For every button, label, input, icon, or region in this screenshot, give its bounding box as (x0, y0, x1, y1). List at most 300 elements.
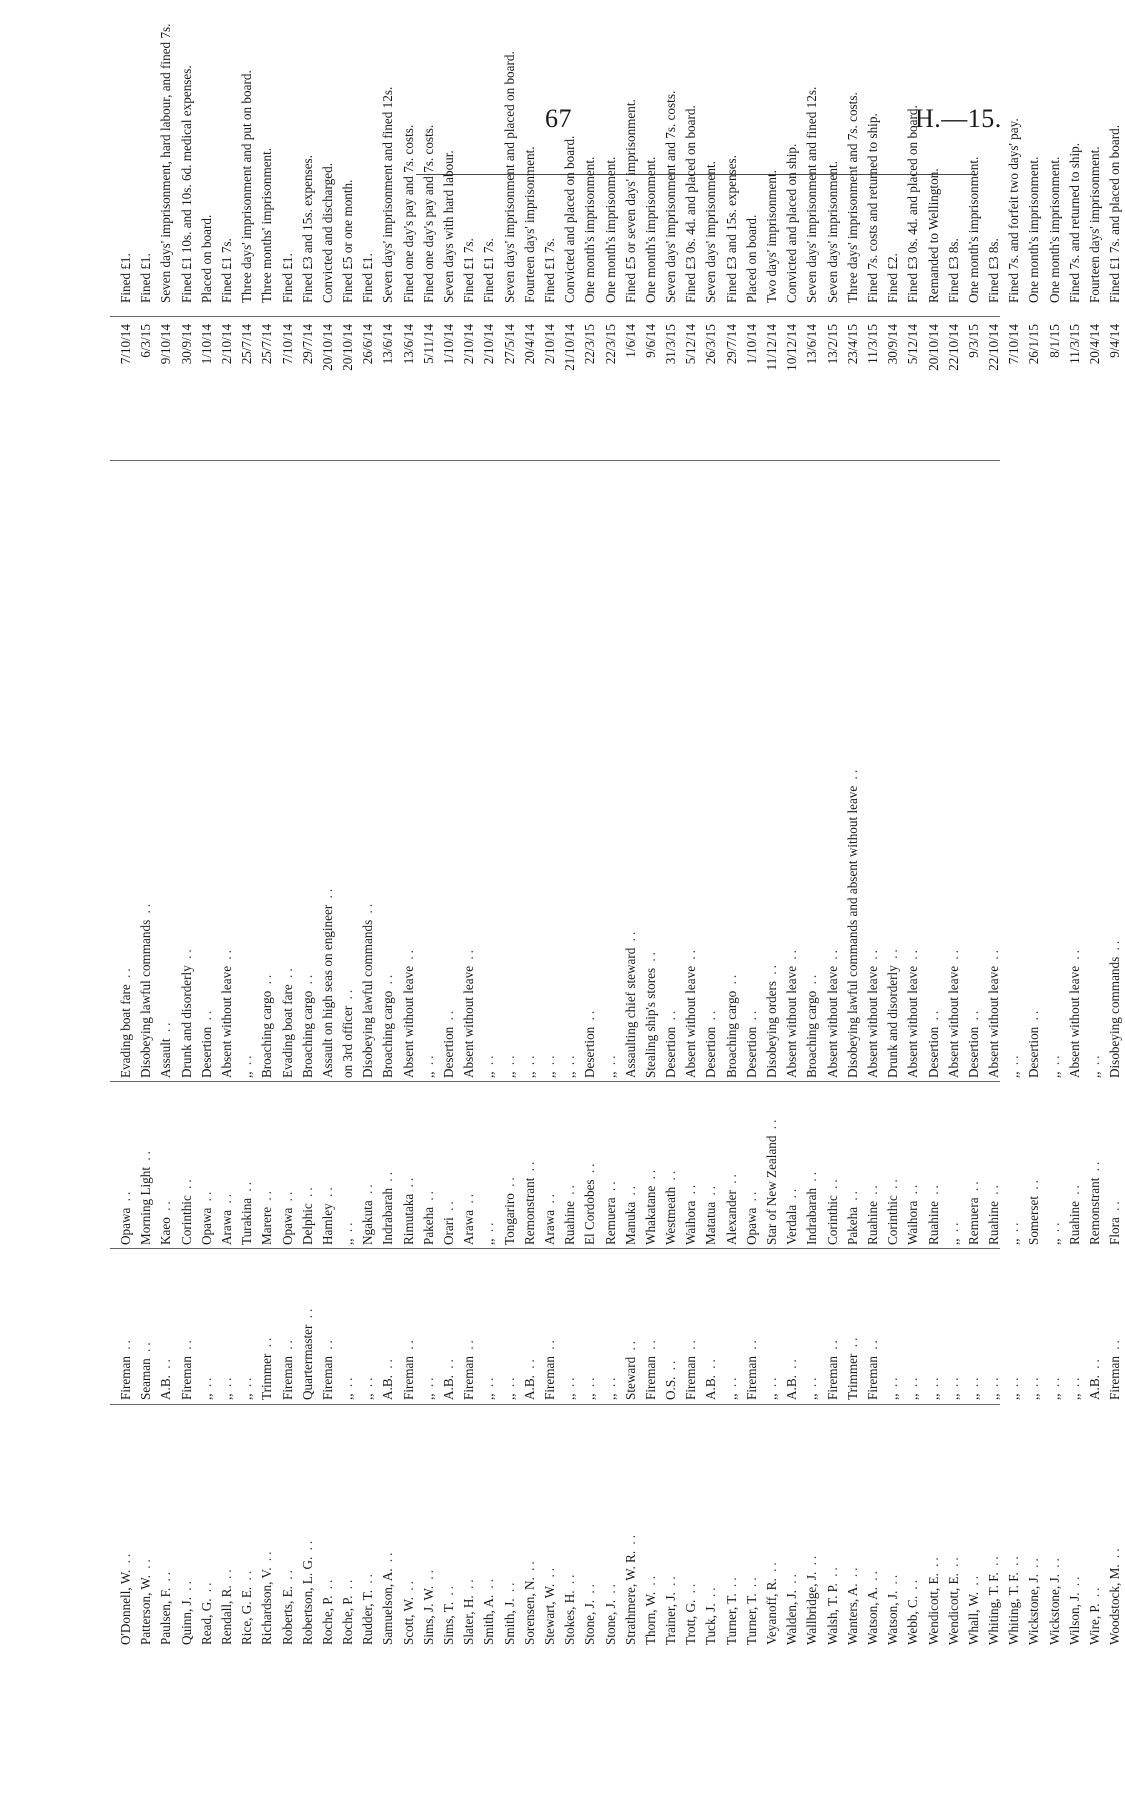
cell-rating: ,, .. (582, 1374, 598, 1400)
leader-dots: .. (118, 1337, 133, 1357)
cell-name: Stone, J. .. (602, 1581, 618, 1645)
cell-outcome: Fined £1 7s. (461, 238, 477, 303)
leader-dots: .. (1006, 1219, 1022, 1239)
cell-offence: Absent without leave .. (461, 947, 477, 1078)
leader-dots: .. (299, 1184, 315, 1204)
cell-date: 26/6/14 (360, 324, 376, 365)
cell-rating: ,, .. (905, 1374, 921, 1400)
leader-dots: .. (804, 971, 820, 991)
leader-dots: .. (784, 1185, 800, 1205)
cell-offence: Evading boat fare .. (279, 965, 295, 1078)
leader-dots: .. (461, 1337, 477, 1357)
leader-dots: .. (844, 1564, 860, 1584)
cell-ship: Arawa .. (541, 1190, 557, 1245)
cell-ship: Indrabarah .. (804, 1169, 820, 1245)
leader-dots: .. (239, 1052, 255, 1072)
leader-dots: .. (481, 1374, 497, 1394)
leader-dots: .. (824, 1337, 840, 1357)
leader-dots: .. (602, 1581, 618, 1600)
cell-rating: ,, .. (885, 1374, 901, 1400)
cell-ship: Hamley .. (319, 1184, 335, 1245)
cell-ship: ,, .. (481, 1219, 497, 1245)
cell-offence: Disobeying lawful commands and absent without leave .. (844, 766, 860, 1078)
cell-outcome: Convicted and placed on board. (562, 135, 578, 303)
cell-outcome: Fourteen days' imprisonment. (521, 146, 537, 303)
leader-dots: .. (420, 1188, 436, 1207)
cell-name: Webb, C. .. (905, 1576, 921, 1645)
leader-dots: .. (743, 1337, 759, 1357)
cell-offence: Drunk and disorderly .. (885, 946, 901, 1078)
leader-dots: .. (461, 1576, 477, 1596)
leader-dots: .. (138, 1556, 154, 1576)
leader-dots: .. (1107, 1545, 1123, 1565)
cell-outcome: Fined 7s. and returned to ship. (1066, 142, 1082, 303)
cell-outcome: One month's imprisonment. (1026, 156, 1042, 303)
leader-dots: .. (905, 1181, 921, 1201)
cell-rating: A.B. .. (158, 1356, 174, 1400)
cell-name: Walsh, T. P. .. (824, 1564, 840, 1645)
leader-dots: .. (521, 1356, 537, 1376)
cell-offence: ,, .. (1006, 1052, 1022, 1078)
cell-outcome: One month's imprisonment. (642, 156, 658, 303)
leader-dots: .. (764, 1116, 779, 1136)
cell-date: 20/4/14 (1087, 324, 1102, 365)
cell-date: 13/6/14 (804, 324, 820, 365)
cell-rating: Fireman .. (642, 1337, 658, 1400)
leader-dots: .. (319, 1184, 335, 1204)
cell-name: Woodstock, M. .. (1107, 1545, 1123, 1645)
leader-dots: .. (784, 1571, 800, 1591)
cell-offence: Absent without leave .. (824, 947, 840, 1078)
table-row (1045, 156, 1065, 1645)
cell-name: Smith, A. .. (481, 1575, 497, 1645)
leader-dots: .. (824, 947, 840, 966)
cell-rating: Fireman .. (461, 1337, 477, 1400)
cell-outcome: Fined £3 and 15s. expenses. (299, 155, 315, 303)
cell-ship: ,, .. (340, 1219, 356, 1245)
leader-dots: .. (1066, 1573, 1082, 1593)
table-row (883, 165, 903, 1645)
table-row (136, 165, 156, 1645)
leader-dots: .. (400, 1578, 416, 1597)
cell-rating: Fireman .. (683, 1337, 699, 1400)
leader-dots: .. (864, 1568, 880, 1588)
cell-outcome: Fined 7s. and forfeit two days' pay. (1006, 118, 1022, 303)
table-row (701, 161, 721, 1645)
cell-name: Robertson, L. G. .. (299, 1537, 315, 1645)
leader-dots: .. (259, 1334, 275, 1354)
table-row (278, 165, 298, 1645)
leader-dots: .. (1087, 1052, 1102, 1072)
table-row (843, 92, 863, 1645)
cell-outcome: Seven days' imprisonment and placed on board. (501, 51, 517, 303)
leader-dots: .. (663, 1167, 679, 1187)
cell-ship: Ruahine .. (1066, 1182, 1082, 1245)
cell-offence: on 3rd officer .. (340, 986, 356, 1078)
cell-name: Paulsen, F. .. (158, 1568, 174, 1645)
leader-dots: .. (562, 1182, 578, 1202)
cell-outcome: Fined one day's pay and 7s. costs. (400, 124, 416, 303)
table-row (681, 105, 701, 1645)
table-row (641, 156, 661, 1645)
table-row (338, 165, 358, 1645)
cell-ship: Alexander .. (723, 1171, 739, 1245)
cell-name: Roche, P. .. (319, 1576, 335, 1645)
leader-dots: .. (622, 1531, 638, 1551)
table-row (500, 51, 520, 1645)
leader-dots: .. (420, 1567, 436, 1586)
leader-dots: .. (259, 971, 275, 991)
cell-date: 5/12/14 (683, 324, 699, 365)
cell-ship: Ruahine .. (562, 1182, 578, 1245)
cell-rating: ,, .. (562, 1374, 578, 1400)
cell-ship: Verdala .. (784, 1185, 800, 1245)
leader-dots: .. (380, 1356, 396, 1376)
cell-rating: Quartermaster .. (299, 1305, 315, 1400)
table-row (742, 165, 762, 1645)
cell-offence: Desertion .. (965, 1007, 981, 1078)
leader-dots: .. (279, 1337, 295, 1357)
cell-rating: ,, .. (218, 1374, 234, 1400)
cell-date: 2/10/14 (481, 324, 497, 365)
cell-offence: Stealing ship's stores .. (642, 949, 658, 1078)
cell-rating: Fireman .. (118, 1337, 133, 1400)
table-row (358, 165, 378, 1645)
table-row (257, 147, 277, 1645)
leader-dots: .. (481, 1219, 497, 1239)
cell-date: 9/10/14 (158, 324, 174, 365)
table-row (560, 135, 580, 1645)
cell-date: 6/3/15 (138, 324, 154, 358)
cell-rating: ,, .. (1006, 1374, 1022, 1400)
leader-dots: .. (764, 1374, 779, 1394)
cell-outcome: Three months' imprisonment. (259, 147, 275, 303)
cell-outcome: Fined £3 and 15s. expenses. (723, 155, 739, 303)
leader-dots: .. (642, 949, 658, 968)
leader-dots: .. (501, 1374, 517, 1394)
cell-date: 20/10/14 (319, 324, 335, 371)
cell-offence: Disobeying lawful commands .. (138, 900, 154, 1078)
cell-offence: Drunk and disorderly .. (178, 946, 194, 1078)
table-row (540, 165, 560, 1645)
leader-dots: .. (885, 1176, 901, 1196)
leader-dots: .. (541, 1052, 557, 1072)
cell-rating: ,, .. (501, 1374, 517, 1400)
leader-dots: .. (1066, 1374, 1082, 1394)
cell-name: Trainer, J. .. (663, 1573, 679, 1645)
cell-offence: ,, .. (501, 1052, 517, 1078)
cell-date: 29/7/14 (723, 324, 739, 365)
cell-name: Turner, T. .. (743, 1574, 759, 1645)
table-row (903, 105, 923, 1645)
table-row (802, 86, 822, 1645)
cell-ship: Opawa .. (118, 1188, 133, 1245)
leader-dots: .. (1087, 1158, 1102, 1178)
cell-offence: ,, .. (541, 1052, 557, 1078)
leader-dots: .. (703, 1584, 719, 1604)
leader-dots: .. (703, 1356, 719, 1376)
cell-ship: Flora .. (1107, 1198, 1123, 1245)
table-row (1024, 156, 1044, 1645)
leader-dots: .. (602, 1178, 618, 1198)
leader-dots: .. (118, 965, 133, 985)
cell-name: Whiting, T. F. .. (986, 1553, 1002, 1645)
table-row (378, 86, 398, 1645)
leader-dots: .. (1107, 937, 1123, 957)
table-row (1085, 146, 1105, 1645)
leader-dots: .. (764, 1559, 779, 1579)
leader-dots: .. (642, 1572, 658, 1592)
leader-dots: .. (602, 1374, 618, 1394)
cell-outcome: Fined one day's pay and 7s. costs. (420, 124, 436, 303)
cell-name: Sims, J. W. .. (420, 1567, 436, 1645)
cell-rating: ,, .. (1066, 1374, 1082, 1400)
leader-dots: .. (380, 1169, 396, 1188)
cell-offence: Broaching cargo .. (299, 971, 315, 1078)
cell-outcome: Fined £3 8s. (945, 238, 961, 303)
cell-date: 23/4/15 (844, 324, 860, 365)
leader-dots: .. (1066, 1182, 1082, 1202)
leader-dots: .. (804, 1374, 820, 1394)
cell-rating: Fireman .. (178, 1337, 194, 1400)
leader-dots: .. (158, 1198, 174, 1218)
cell-name: Wendicott, E. .. (925, 1554, 941, 1645)
cell-offence: Desertion .. (582, 1007, 598, 1078)
leader-dots: .. (501, 1052, 517, 1072)
cell-offence: ,, .. (1087, 1052, 1102, 1078)
leader-dots: .. (218, 1190, 234, 1210)
leader-dots: .. (905, 1374, 921, 1394)
cell-date: 20/4/14 (521, 324, 537, 365)
page-number: 67 (545, 104, 572, 133)
cell-offence: ,, .. (521, 1052, 537, 1078)
cell-rating: ,, .. (804, 1374, 820, 1400)
table-row (782, 143, 802, 1645)
cell-rating: A.B. .. (703, 1356, 719, 1400)
cell-rating: A.B. .. (784, 1356, 800, 1400)
cell-offence: Disobeying orders .. (764, 962, 779, 1078)
cell-outcome: One month's imprisonment. (965, 156, 981, 303)
leader-dots: .. (723, 1574, 739, 1594)
leader-dots: .. (703, 1182, 719, 1202)
leader-dots: .. (1026, 1177, 1042, 1196)
leader-dots: .. (925, 1554, 941, 1574)
leader-dots: .. (965, 1178, 981, 1198)
leader-dots: .. (360, 1571, 376, 1590)
cell-name: Wallbridge, J. .. (804, 1552, 820, 1645)
leader-dots: .. (1046, 1219, 1062, 1239)
cell-rating: A.B. .. (1087, 1356, 1102, 1400)
leader-dots: .. (481, 1575, 497, 1595)
leader-dots: .. (340, 1374, 356, 1394)
cell-ship: Manuka .. (622, 1182, 638, 1245)
cell-ship: Remonstrant .. (521, 1158, 537, 1245)
leader-dots: .. (663, 1357, 679, 1377)
cell-rating: ,, .. (925, 1374, 941, 1400)
cell-date: 8/1/15 (1046, 324, 1062, 358)
leader-dots: .. (178, 1176, 194, 1196)
cell-date: 25/7/14 (259, 324, 275, 365)
cell-date: 1/10/14 (198, 324, 214, 365)
cell-rating: Seaman .. (138, 1339, 154, 1400)
cell-ship: Waihora .. (905, 1181, 921, 1245)
cell-ship: Remuera .. (965, 1178, 981, 1245)
cell-offence: Absent without leave .. (784, 947, 800, 1078)
leader-dots: .. (1087, 1356, 1102, 1376)
cell-date: 31/3/15 (663, 324, 679, 365)
leader-dots: .. (299, 1537, 315, 1557)
cell-ship: Kaeo .. (158, 1198, 174, 1245)
cell-offence: ,, .. (239, 1052, 255, 1078)
cell-rating: A.B. .. (380, 1356, 396, 1400)
cell-rating: Fireman .. (279, 1337, 295, 1400)
table-row (863, 113, 883, 1645)
cell-outcome: Placed on board. (198, 214, 214, 303)
leader-dots: .. (864, 1337, 880, 1357)
leader-dots: .. (360, 900, 376, 920)
cell-name: Richardson, V. .. (259, 1548, 275, 1645)
leader-dots: .. (319, 1337, 335, 1357)
cell-date: 2/10/14 (218, 324, 234, 365)
cell-offence: Absent without leave .. (864, 947, 880, 1078)
cell-outcome: Seven days' imprisonment and fined 12s. (804, 86, 820, 303)
cell-name: Samuelson, A. .. (380, 1549, 396, 1645)
leader-dots: .. (279, 965, 295, 985)
leader-dots: .. (824, 1564, 840, 1584)
cell-rating: Fireman .. (864, 1337, 880, 1400)
cell-rating: ,, .. (764, 1374, 779, 1400)
leader-dots: .. (521, 1052, 537, 1072)
cell-ship: Orari .. (441, 1198, 456, 1245)
cell-name: Wendicott, E. .. (945, 1554, 961, 1645)
leader-dots: .. (986, 1182, 1002, 1202)
cell-ship: Morning Light .. (138, 1148, 154, 1245)
leader-dots: .. (441, 1582, 456, 1602)
leader-dots: .. (521, 1558, 537, 1578)
cell-rating: ,, .. (1046, 1374, 1062, 1400)
table-row (1065, 142, 1085, 1645)
cell-rating: ,, .. (986, 1374, 1002, 1400)
cell-name: O'Donnell, W. .. (118, 1550, 133, 1645)
leader-dots: .. (198, 1374, 214, 1394)
leader-dots: .. (582, 1581, 598, 1600)
cell-rating: Fireman .. (1107, 1337, 1123, 1400)
cell-ship: Corinthic .. (885, 1176, 901, 1245)
leader-dots: .. (218, 1566, 234, 1586)
cell-offence: Broaching cargo .. (723, 971, 739, 1078)
cell-date: 9/6/14 (642, 324, 658, 358)
leader-dots: .. (118, 1188, 133, 1208)
leader-dots: .. (622, 1182, 638, 1202)
cell-outcome: Three days' imprisonment and 7s. costs. (844, 92, 860, 303)
leader-dots: .. (239, 1178, 255, 1198)
leader-dots: .. (198, 1188, 214, 1208)
leader-dots: .. (158, 1356, 174, 1376)
leader-dots: .. (400, 947, 416, 966)
cell-ship: Arawa .. (218, 1190, 234, 1245)
cell-ship: Remuera .. (602, 1178, 618, 1245)
cell-date: 9/4/14 (1107, 324, 1123, 358)
cell-date: 11/12/14 (764, 324, 779, 371)
leader-dots: .. (885, 1571, 901, 1591)
cell-date: 2/10/14 (461, 324, 477, 365)
leader-dots: .. (360, 1374, 376, 1394)
cell-outcome: Fined £3 0s. 4d. and placed on board. (683, 105, 699, 303)
leader-dots: .. (804, 1552, 820, 1572)
cell-ship: Star of New Zealand .. (764, 1116, 779, 1245)
leader-dots: .. (239, 1374, 255, 1394)
cell-rating: A.B. .. (441, 1356, 456, 1400)
leader-dots: .. (178, 1578, 194, 1597)
leader-dots: .. (885, 946, 901, 966)
cell-outcome: Fined £2. (885, 253, 901, 303)
leader-dots: .. (360, 1181, 376, 1201)
leader-dots: .. (178, 946, 194, 966)
leader-dots: .. (622, 928, 638, 948)
cell-ship: Opawa .. (198, 1188, 214, 1245)
cell-rating: ,, .. (602, 1374, 618, 1400)
leader-dots: .. (1087, 1584, 1102, 1604)
cell-outcome: Placed on board. (743, 214, 759, 303)
cell-ship: Arawa .. (461, 1190, 477, 1245)
table-row (197, 165, 217, 1645)
cell-name: Whall, W. .. (965, 1573, 981, 1645)
cell-name: Wanters, A. .. (844, 1564, 860, 1645)
leader-dots: .. (1046, 1374, 1062, 1394)
leader-dots: .. (925, 1374, 941, 1394)
table-row (580, 156, 600, 1645)
leader-dots: .. (622, 1337, 638, 1357)
cell-rating: Trimmer .. (259, 1334, 275, 1400)
cell-ship: Pakeha .. (844, 1188, 860, 1245)
leader-dots: .. (1026, 1555, 1042, 1575)
cell-rating: Steward .. (622, 1337, 638, 1400)
cell-rating: ,, .. (481, 1374, 497, 1400)
leader-dots: .. (965, 1573, 981, 1592)
cell-rating: ,, .. (965, 1374, 981, 1400)
cell-offence: ,, .. (1046, 1052, 1062, 1078)
leader-dots: .. (299, 971, 315, 991)
cell-rating: A.B. .. (521, 1356, 537, 1400)
cell-ship: ,, .. (945, 1219, 961, 1245)
cell-outcome: Fined £1. (360, 253, 376, 303)
leader-dots: .. (1026, 1007, 1042, 1027)
cell-offence: Absent without leave .. (218, 947, 234, 1078)
cell-name: Stone, J. .. (582, 1581, 598, 1645)
leader-dots: .. (905, 1576, 921, 1596)
cell-offence: Absent without leave .. (945, 947, 961, 1078)
leader-dots: .. (541, 1190, 557, 1210)
leader-dots: .. (501, 1174, 517, 1194)
table-row (177, 65, 197, 1645)
cell-offence: Absent without leave .. (986, 947, 1002, 1078)
leader-dots: .. (259, 1548, 275, 1568)
cell-outcome: One month's imprisonment. (602, 156, 618, 303)
table-row (399, 124, 419, 1645)
leader-dots: .. (965, 1007, 981, 1027)
leader-dots: .. (642, 1166, 658, 1186)
cell-date: 25/7/14 (239, 324, 255, 365)
leader-dots: .. (299, 1305, 315, 1325)
cell-offence: ,, .. (562, 1052, 578, 1078)
cell-date: 1/6/14 (622, 324, 638, 358)
leader-dots: .. (138, 900, 154, 920)
cell-date: 1/10/14 (743, 324, 759, 365)
leader-dots: .. (582, 1374, 598, 1394)
cell-outcome: Fined £5 or one month. (340, 179, 356, 303)
cell-outcome: Fourteen days' imprisonment. (1087, 146, 1102, 303)
cell-offence: ,, .. (481, 1052, 497, 1078)
